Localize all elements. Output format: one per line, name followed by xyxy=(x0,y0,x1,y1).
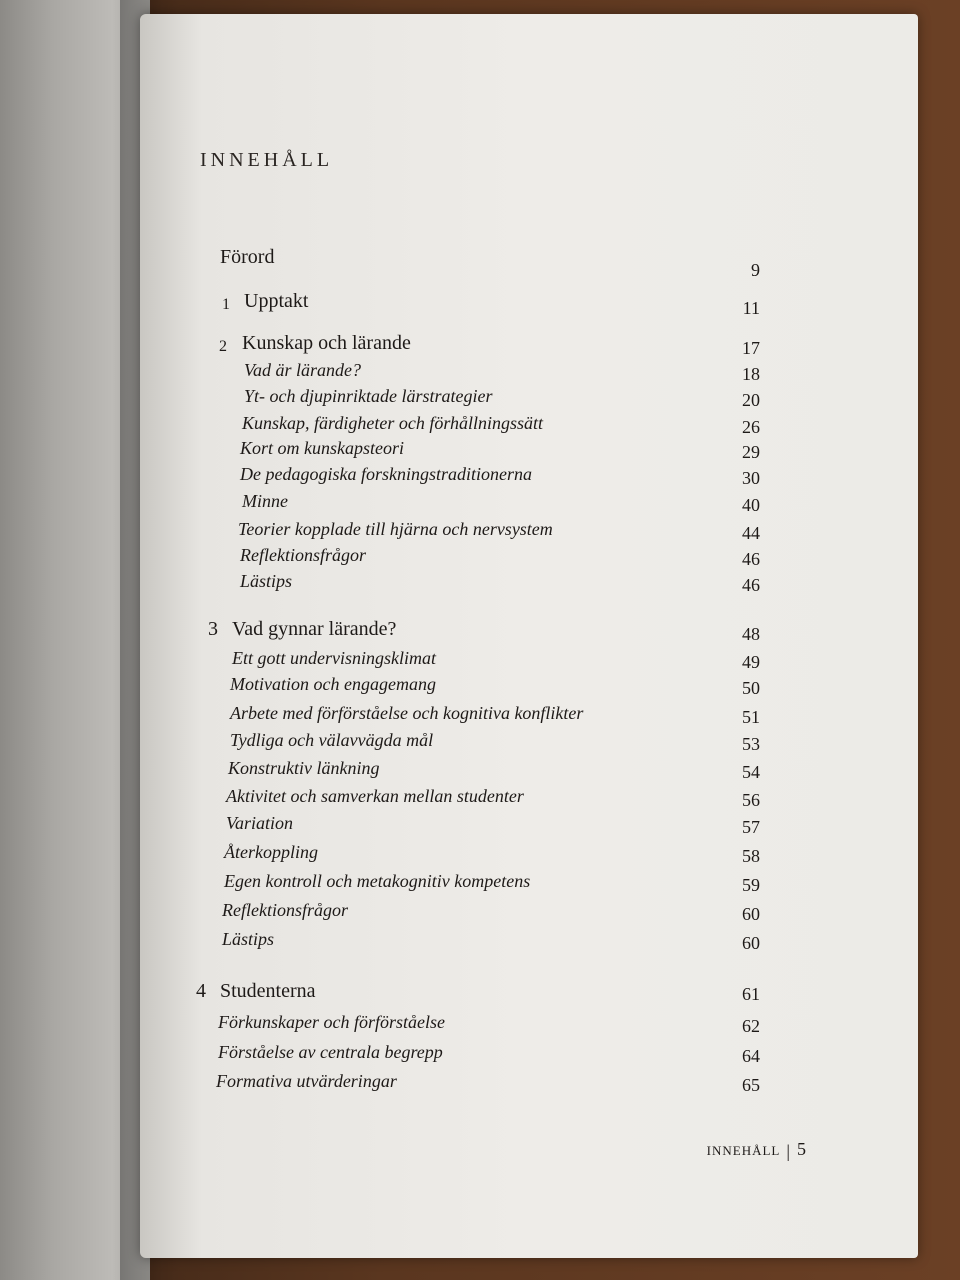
section-title: Yt- och djupinriktade lärstrategier xyxy=(244,386,493,406)
toc-heading: INNEHÅLL xyxy=(200,149,334,171)
page-number: 60 xyxy=(742,904,760,924)
page-number: 26 xyxy=(742,417,760,437)
toc-chapter-entry xyxy=(140,618,918,648)
page-number: 58 xyxy=(742,846,760,866)
section-title: Vad är lärande? xyxy=(244,360,361,380)
page-number: 59 xyxy=(742,875,760,895)
toc-section-entry xyxy=(140,1012,918,1042)
toc-chapter-entry xyxy=(140,246,918,280)
toc-section-entry xyxy=(140,703,918,733)
toc-section-entry xyxy=(140,900,918,930)
footer-separator: | xyxy=(786,1141,791,1161)
page-number: 44 xyxy=(742,523,760,543)
section-title: Aktivitet och samverkan mellan studenter xyxy=(226,786,524,806)
page-number: 65 xyxy=(742,1075,760,1095)
page-number: 49 xyxy=(742,652,760,672)
page-number: 17 xyxy=(742,338,760,358)
chapter-title: Vad gynnar lärande? xyxy=(232,618,397,640)
toc-chapter-entry xyxy=(140,332,918,362)
toc-section-entry xyxy=(140,1071,918,1101)
toc-section-entry xyxy=(140,491,918,521)
page-number: 56 xyxy=(742,790,760,810)
page-number: 46 xyxy=(742,575,760,595)
toc-section-entry xyxy=(140,730,918,760)
toc-section-entry xyxy=(140,464,918,494)
section-title: Kunskap, färdigheter och förhållningssätt xyxy=(242,413,544,433)
section-title: Förkunskaper och förförståelse xyxy=(218,1012,445,1032)
toc-chapter-entry xyxy=(140,980,918,1010)
running-footer xyxy=(707,1139,806,1162)
toc-section-entry xyxy=(140,1042,918,1072)
toc-chapter-entry xyxy=(140,290,918,320)
section-title: Förståelse av centrala begrepp xyxy=(218,1042,443,1062)
page-number: 62 xyxy=(742,1016,760,1036)
chapter-title: Förord xyxy=(220,246,275,268)
section-title: Konstruktiv länkning xyxy=(228,758,380,778)
section-title: Reflektionsfrågor xyxy=(240,545,366,565)
toc-section-entry xyxy=(140,929,918,959)
section-title: Minne xyxy=(242,491,288,511)
toc-section-entry xyxy=(140,386,918,416)
section-title: Lästips xyxy=(240,571,293,591)
page-number: 18 xyxy=(742,364,760,384)
toc-section-entry xyxy=(140,674,918,704)
section-title: Arbete med förförståelse och kognitiva konflikter xyxy=(230,703,584,723)
toc-section-entry xyxy=(140,758,918,788)
toc-section-entry xyxy=(140,871,918,901)
section-title: Egen kontroll och metakognitiv kompetens xyxy=(224,871,531,891)
chapter-number: 3 xyxy=(208,618,218,640)
page-number: 61 xyxy=(742,984,760,1004)
page-number: 54 xyxy=(742,762,760,782)
page-number: 53 xyxy=(742,734,760,754)
section-title: Formativa utvärderingar xyxy=(216,1071,397,1091)
section-title: Motivation och engagemang xyxy=(230,674,436,694)
toc-section-entry xyxy=(140,842,918,872)
chapter-title: Upptakt xyxy=(244,290,309,312)
page-number: 64 xyxy=(742,1046,760,1066)
page-number: 9 xyxy=(751,260,760,280)
section-title: Tydliga och välavvägda mål xyxy=(230,730,434,750)
toc-section-entry xyxy=(140,571,918,601)
page-number: 40 xyxy=(742,495,760,515)
toc-section-entry xyxy=(140,813,918,843)
section-title: Lästips xyxy=(222,929,275,949)
page-number: 20 xyxy=(742,390,760,410)
toc-page xyxy=(140,14,918,1258)
page-number: 51 xyxy=(742,707,760,727)
page-number: 60 xyxy=(742,933,760,953)
section-title: Variation xyxy=(226,813,294,833)
chapter-number: 2 xyxy=(219,338,227,355)
chapter-title: Kunskap och lärande xyxy=(242,332,411,354)
footer-page-number: 5 xyxy=(797,1139,806,1159)
toc-list xyxy=(140,14,918,1258)
section-title: Återkoppling xyxy=(224,842,318,862)
chapter-title: Studenterna xyxy=(220,980,316,1002)
section-title: De pedagogiska forskningstraditionerna xyxy=(240,464,532,484)
section-title: Ett gott undervisningsklimat xyxy=(232,648,436,668)
footer-label: INNEHÅLL xyxy=(706,1143,781,1158)
section-title: Teorier kopplade till hjärna och nervsystem xyxy=(238,519,553,539)
chapter-number: 1 xyxy=(222,296,230,313)
page-number: 50 xyxy=(742,678,760,698)
page-number: 57 xyxy=(742,817,760,837)
section-title: Reflektionsfrågor xyxy=(222,900,348,920)
page-number: 29 xyxy=(742,442,760,462)
section-title: Kort om kunskapsteori xyxy=(240,438,404,458)
toc-section-entry xyxy=(140,786,918,816)
page-number: 48 xyxy=(742,624,760,644)
chapter-number: 4 xyxy=(196,980,206,1002)
page-number: 30 xyxy=(742,468,760,488)
page-number: 11 xyxy=(742,298,760,318)
page-number: 46 xyxy=(742,549,760,569)
